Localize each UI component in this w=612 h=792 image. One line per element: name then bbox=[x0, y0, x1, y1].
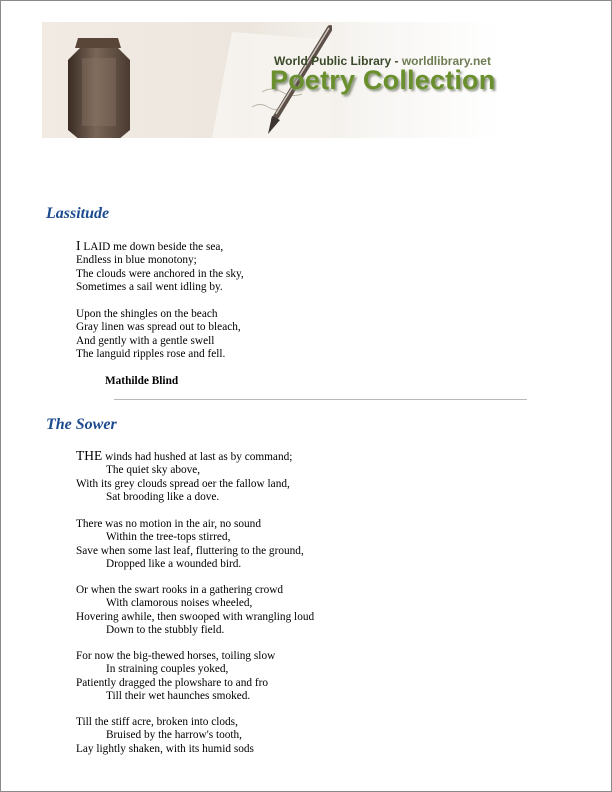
poem-line: Down to the stubbly field. bbox=[106, 624, 225, 637]
poem-author: Mathilde Blind bbox=[105, 375, 179, 387]
poem-line: Patiently dragged the plowshare to and fro bbox=[76, 676, 268, 689]
poem-title: Lassitude bbox=[46, 205, 110, 222]
poem-line: Endless in blue monotony; bbox=[76, 254, 197, 267]
poem-line: With its grey clouds spread oer the fallow land, bbox=[76, 477, 290, 490]
subtitle-separator: - bbox=[391, 54, 402, 68]
poem-line bbox=[76, 449, 292, 464]
poem-line: The clouds were anchored in the sky, bbox=[76, 267, 244, 280]
poem-line: Or when the swart rooks in a gathering crowd bbox=[76, 584, 284, 596]
poem-line: Till the stiff acre, broken into clods, bbox=[76, 716, 238, 728]
stanza bbox=[76, 308, 241, 362]
poem-line: Gray linen was spread out to bleach, bbox=[76, 321, 241, 334]
stanza bbox=[76, 716, 254, 756]
drop-cap: I bbox=[76, 238, 81, 253]
poem-line-rest: winds had hushed at last as by command; bbox=[102, 451, 293, 463]
poem-line: Till their wet haunches smoked. bbox=[106, 690, 251, 703]
poem-line: Dropped like a wounded bird. bbox=[106, 558, 242, 571]
poem-line: There was no motion in the air, no sound bbox=[76, 518, 261, 530]
stanza bbox=[76, 584, 314, 638]
stanza bbox=[76, 650, 275, 704]
stanza bbox=[76, 449, 292, 505]
poem-line: Sat brooding like a dove. bbox=[106, 491, 220, 504]
poem-line: The quiet sky above, bbox=[106, 464, 201, 477]
inkwell-image bbox=[60, 30, 138, 138]
header-banner bbox=[42, 22, 500, 138]
poem-line: In straining couples yoked, bbox=[106, 663, 229, 676]
banner-title: Poetry Collection bbox=[270, 65, 496, 95]
library-name: World Public Library bbox=[274, 54, 392, 68]
stanza bbox=[76, 239, 244, 295]
poem-line: With clamorous noises wheeled, bbox=[106, 597, 253, 610]
poem-line: The languid ripples rose and fell. bbox=[76, 348, 226, 361]
poem-line: Upon the shingles on the beach bbox=[76, 308, 218, 320]
poem-title: The Sower bbox=[46, 416, 117, 433]
poem-line: Hovering awhile, then swooped with wrangling loud bbox=[76, 610, 315, 623]
stanza bbox=[76, 518, 304, 572]
poem-line: And gently with a gentle swell bbox=[76, 334, 215, 347]
poem-line: Lay lightly shaken, with its humid sods bbox=[76, 742, 254, 755]
poem-line: Save when some last leaf, fluttering to the ground, bbox=[76, 544, 304, 557]
poem-line: Within the tree-tops stirred, bbox=[106, 531, 231, 544]
section-divider bbox=[114, 399, 527, 400]
poem-line: For now the big-thewed horses, toiling slow bbox=[76, 650, 276, 662]
poem-line: Bruised by the harrow's tooth, bbox=[106, 729, 243, 742]
drop-cap: THE bbox=[76, 448, 103, 463]
poem-line bbox=[76, 239, 244, 254]
poem-line: Sometimes a sail went idling by. bbox=[76, 281, 223, 294]
library-domain: worldlibrary.net bbox=[401, 54, 491, 68]
poem-line-rest: LAID me down beside the sea, bbox=[80, 241, 224, 253]
